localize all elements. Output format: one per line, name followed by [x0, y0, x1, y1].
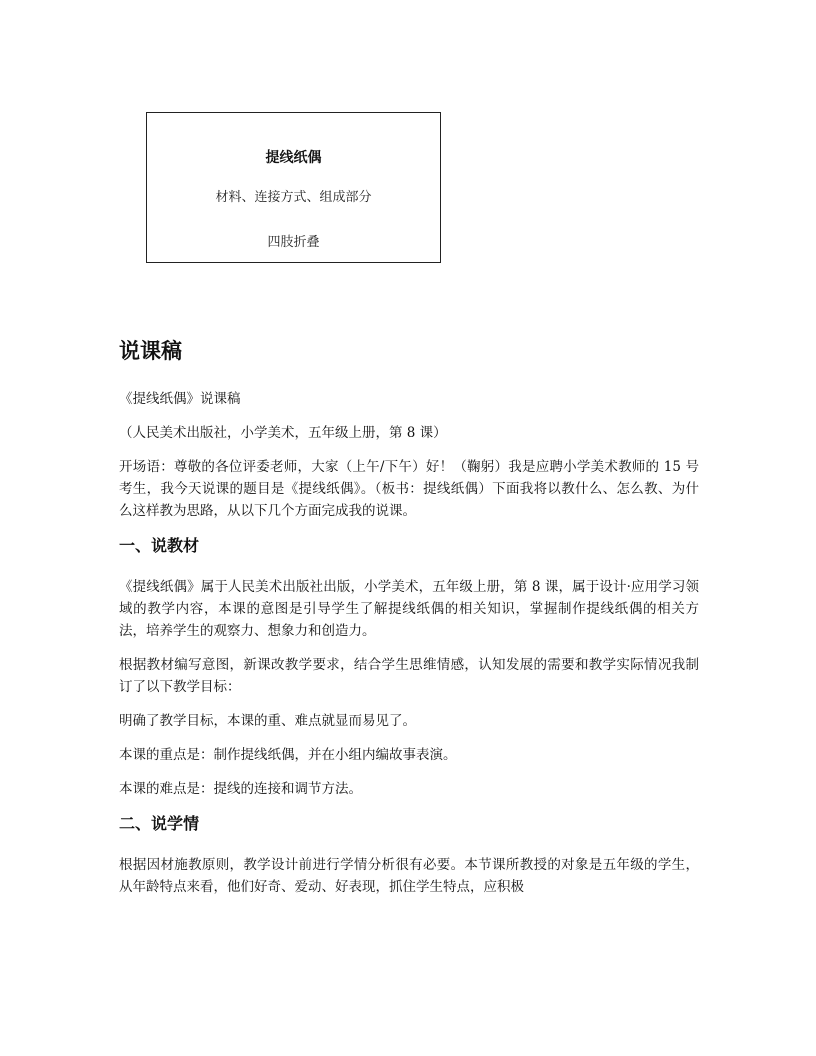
students-paragraph-1: 根据因材施教原则，教学设计前进行学情分析很有必要。本节课所教授的对象是五年级的学生，从年龄特点来看，他们好奇、爱动、好表现，抓住学生特点，应积极 [119, 857, 699, 895]
page-title: 说课稿 [119, 339, 182, 363]
board-line-1: 材料、连接方式、组成部分 [215, 190, 372, 205]
section-heading-textbook: 一、说教材 [119, 536, 200, 555]
textbook-paragraph-1: 《提线纸偶》属于人民美术出版社出版，小学美术，五年级上册，第 8 课，属于设计·应用学习领域的教学内容，本课的意图是引导学生了解提线纸偶的相关知识，掌握制作提线纸偶的相关方法，培养学生的观察力、想象力和创造力。 [119, 579, 699, 639]
blackboard-summary-box [146, 112, 441, 263]
document-subtitle: 《提线纸偶》说课稿 [119, 391, 241, 407]
board-line-2: 四肢折叠 [267, 235, 320, 250]
key-point-paragraph: 本课的重点是：制作提线纸偶，并在小组内编故事表演。 [119, 747, 457, 763]
publisher-line: （人民美术出版社，小学美术，五年级上册，第 8 课） [119, 425, 447, 441]
textbook-paragraph-2: 根据教材编写意图，新课改教学要求，结合学生思维情感，认知发展的需要和教学实际情况我制订了以下教学目标： [119, 657, 699, 695]
document-body [119, 336, 699, 910]
textbook-paragraph-3: 明确了教学目标，本课的重、难点就显而易见了。 [119, 713, 416, 729]
opening-paragraph: 开场语：尊敬的各位评委老师，大家（上午/下午）好！（鞠躬）我是应聘小学美术教师的 15 号考生，我今天说课的题目是《提线纸偶》。（板书：提线纸偶）下面我将以教什么、怎么教、为什么这样教为思路，从以下几个方面完成我的说课。 [119, 459, 699, 519]
difficult-point-paragraph: 本课的难点是：提线的连接和调节方法。 [119, 781, 362, 797]
board-title: 提线纸偶 [265, 150, 322, 166]
section-heading-students: 二、说学情 [119, 814, 200, 833]
